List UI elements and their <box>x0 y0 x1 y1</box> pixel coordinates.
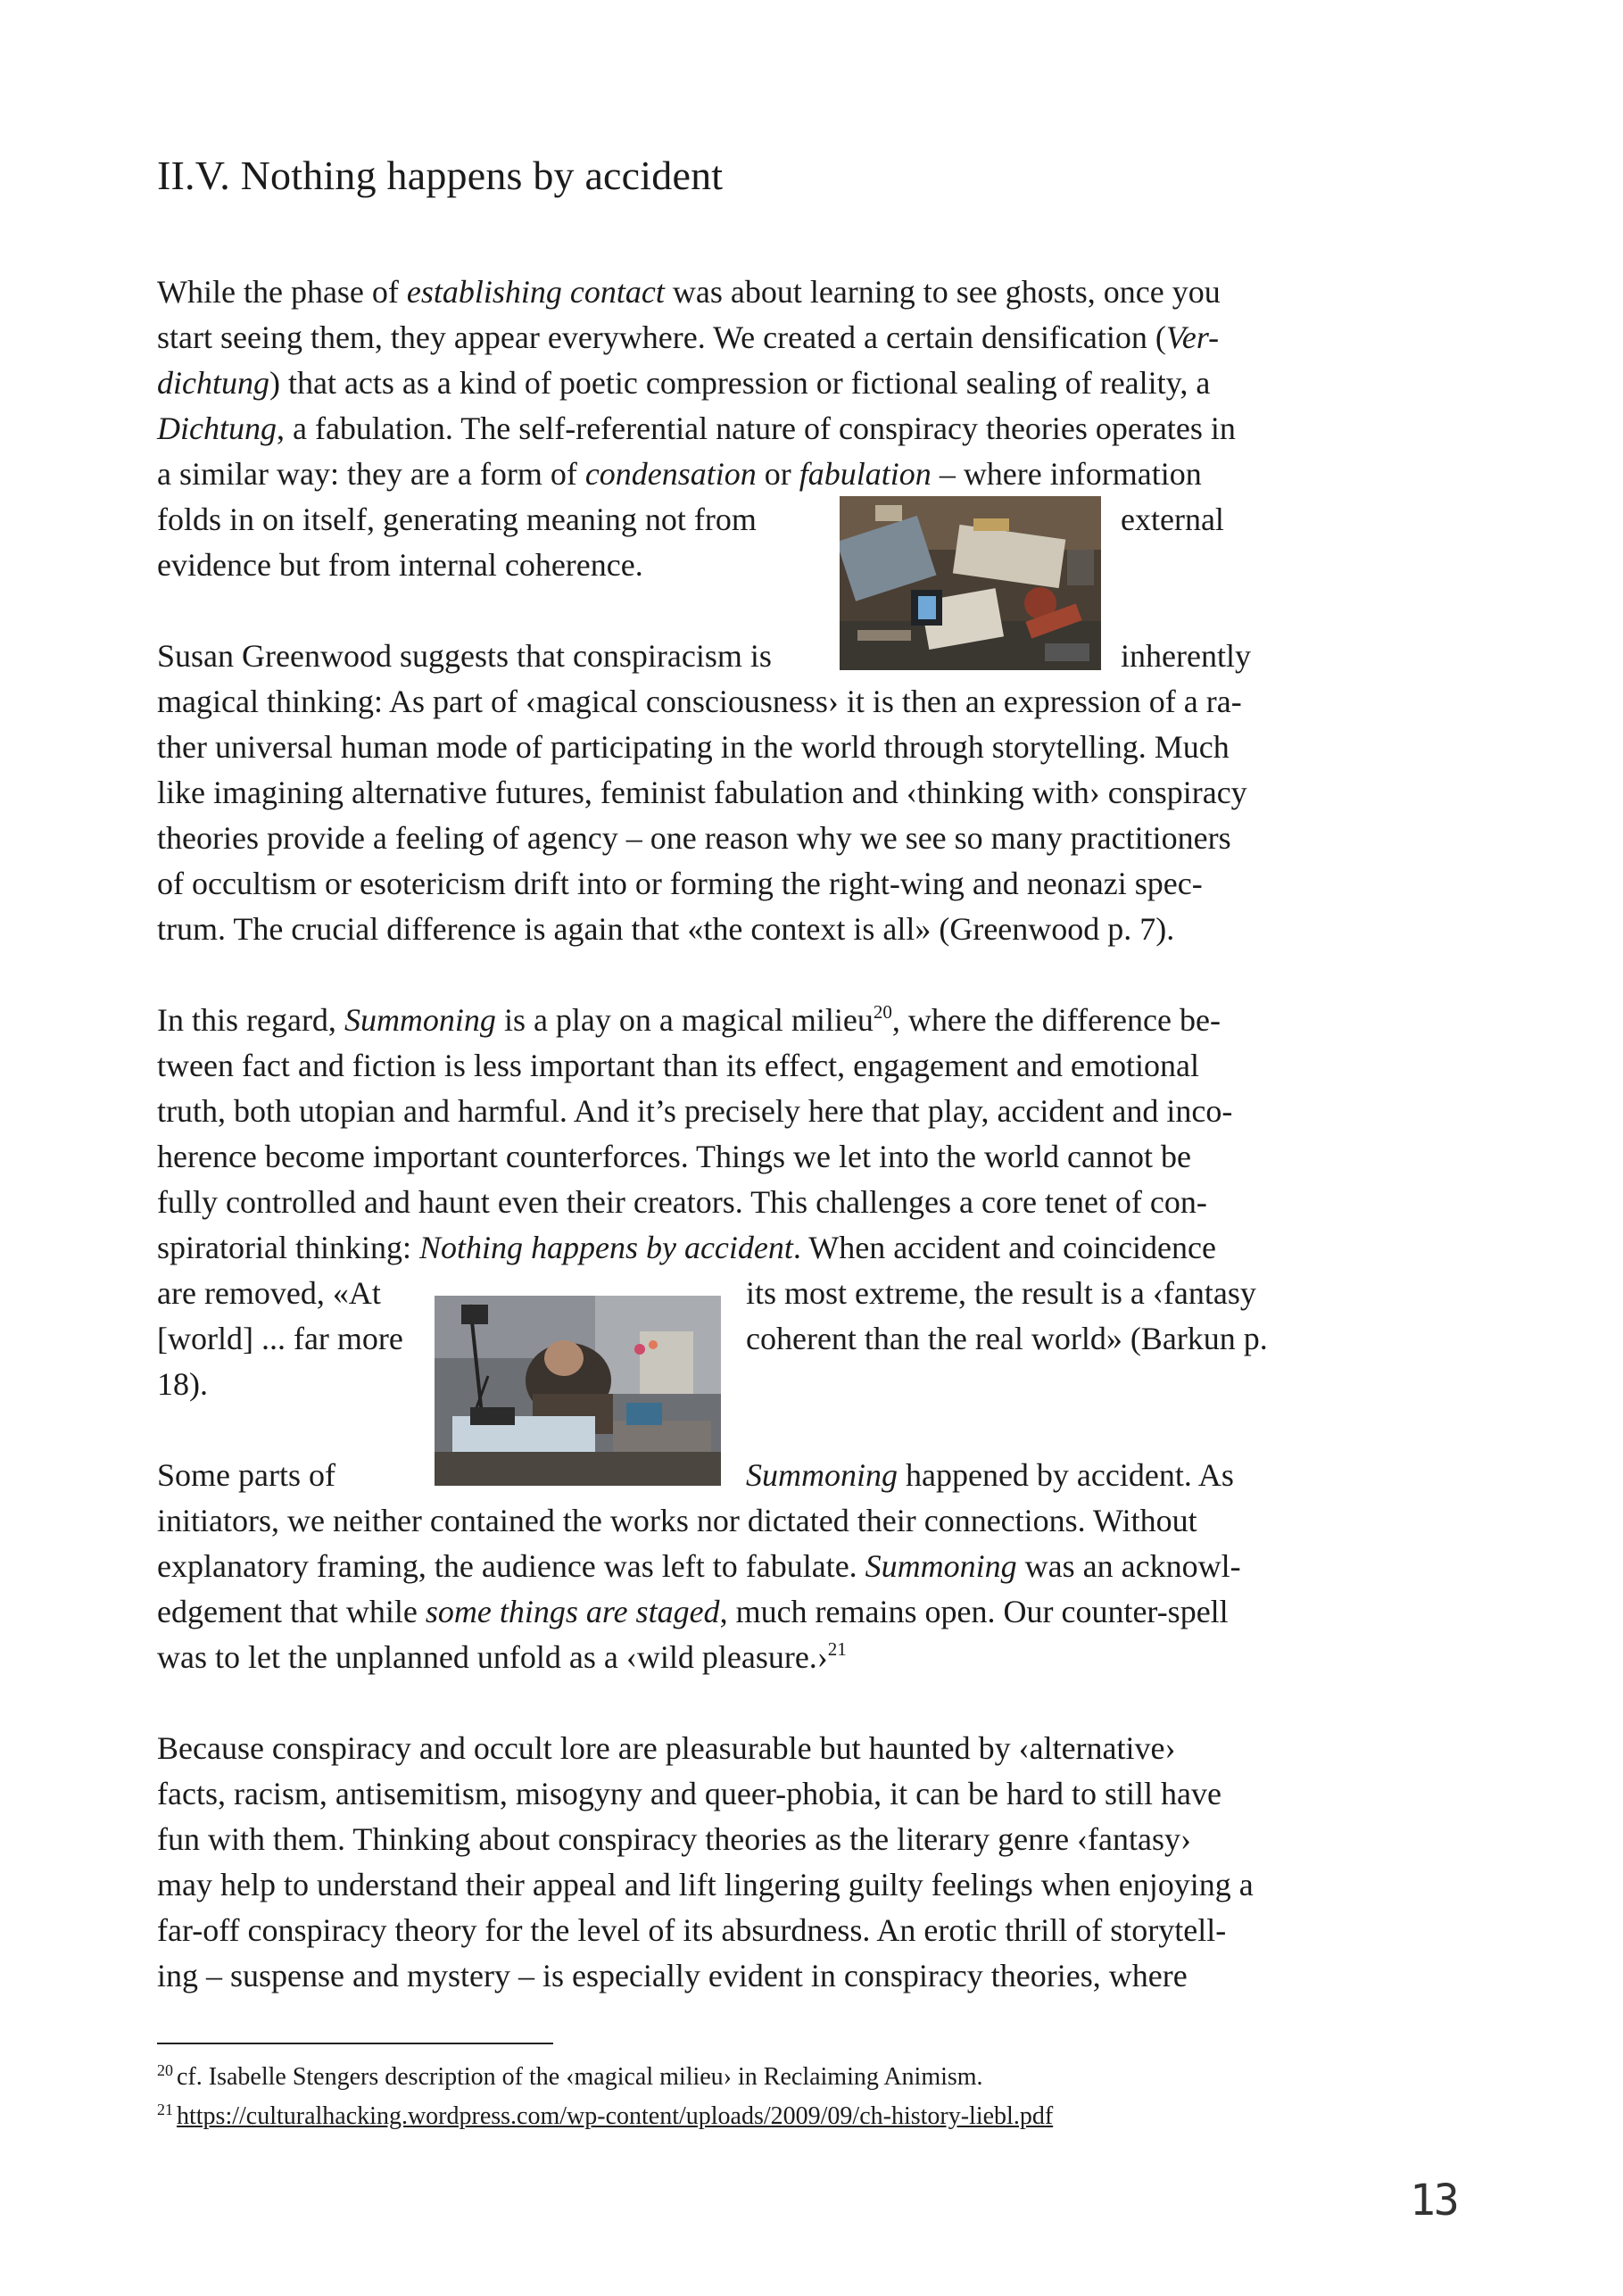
text-line: external <box>1121 501 1224 537</box>
text-line: ing – suspense and mystery – is especially evident in conspiracy theories, where <box>157 1958 1188 1993</box>
text-line: are removed, «At <box>157 1275 381 1311</box>
text-line: folds in on itself, generating meaning not from <box>157 501 757 537</box>
text-line: dichtung) that acts as a kind of poetic compression or fictional sealing of reality, a <box>157 365 1211 401</box>
text-line: far-off conspiracy theory for the level of its absurdness. An erotic thrill of storytell- <box>157 1912 1227 1948</box>
text-line: may help to understand their appeal and lift lingering guilty feelings when enjoying a <box>157 1867 1254 1902</box>
footnote-link[interactable]: https://culturalhacking.wordpress.com/wp-content/uploads/2009/09/ch-history-liebl.pdf <box>177 2102 1054 2130</box>
text-line: Summoning happened by accident. As <box>746 1457 1234 1493</box>
text-line: Dichtung, a fabulation. The self-referential nature of conspiracy theories operates in <box>157 410 1236 446</box>
text-line: spiratorial thinking: Nothing happens by accident. When accident and coincidence <box>157 1230 1216 1265</box>
text-line: facts, racism, antisemitism, misogyny and queer-phobia, it can be hard to still have <box>157 1776 1221 1811</box>
text-line: start seeing them, they appear everywhere. We created a certain densification (Ver- <box>157 319 1220 355</box>
text-line: evidence but from internal coherence. <box>157 547 643 583</box>
text-line: inherently <box>1121 638 1251 674</box>
text-line: ther universal human mode of participating in the world through storytelling. Much <box>157 729 1230 765</box>
text-line: herence become important counterforces. Things we let into the world cannot be <box>157 1139 1191 1174</box>
footnote-ref: 20 <box>873 1001 892 1023</box>
text-line: of occultism or esotericism drift into or forming the right-wing and neonazi spec- <box>157 866 1203 901</box>
text-line: like imagining alternative futures, feminist fabulation and ‹thinking with› conspiracy <box>157 775 1247 810</box>
text-line: [world] ... far more <box>157 1321 403 1356</box>
text-line: truth, both utopian and harmful. And it’s precisely here that play, accident and inco- <box>157 1093 1233 1129</box>
footnote-20: $^{20}$ cf. Isabelle Stengers description of the ‹magical milieu› in Reclaiming Animism. <box>157 2061 983 2091</box>
text-line: edgement that while some things are staged, much remains open. Our counter-spell <box>157 1594 1229 1629</box>
text-line: fun with them. Thinking about conspiracy theories as the literary genre ‹fantasy› <box>157 1821 1191 1857</box>
text-line: tween fact and fiction is less important than its effect, engagement and emotional <box>157 1048 1199 1083</box>
text-line: a similar way: they are a form of condensation or fabulation – where information <box>157 456 1202 492</box>
page-number: 13 <box>1410 2176 1458 2226</box>
text-line: Susan Greenwood suggests that conspiracism is <box>157 638 772 674</box>
footnote-21: $^{21}$ https://culturalhacking.wordpress.com/wp-content/uploads/2009/09/ch-history-liebl.pdf <box>157 2101 1054 2130</box>
text-line: Because conspiracy and occult lore are pleasurable but haunted by ‹alternative› <box>157 1730 1176 1766</box>
section-heading: II.V. Nothing happens by accident <box>157 153 724 198</box>
workspace-table-photo <box>840 496 1101 670</box>
performer-photo <box>435 1296 721 1486</box>
text-line: its most extreme, the result is a ‹fantasy <box>746 1275 1256 1311</box>
text-line: Some parts of <box>157 1457 335 1493</box>
text-line: 18). <box>157 1366 208 1402</box>
text-line: initiators, we neither contained the works nor dictated their connections. Without <box>157 1503 1197 1538</box>
text-line: magical thinking: As part of ‹magical consciousness› it is then an expression of a ra- <box>157 684 1242 719</box>
text-line: fully controlled and haunt even their creators. This challenges a core tenet of con- <box>157 1184 1207 1220</box>
text-line: was to let the unplanned unfold as a ‹wild pleasure.›$^{21}$ <box>157 1638 847 1675</box>
text-line: In this regard, Summoning is a play on a magical milieu$^{20}$, where the difference be- <box>157 1001 1221 1038</box>
footnote-ref: 21 <box>827 1638 847 1660</box>
footnote-divider <box>157 2043 553 2044</box>
text-line: theories provide a feeling of agency – one reason why we see so many practitioners <box>157 820 1231 856</box>
text-line: trum. The crucial difference is again that «the context is all» (Greenwood p. 7). <box>157 911 1175 947</box>
text-line: While the phase of establishing contact was about learning to see ghosts, once you <box>157 274 1221 310</box>
text-line: explanatory framing, the audience was left to fabulate. Summoning was an acknowl- <box>157 1548 1241 1584</box>
text-line: coherent than the real world» (Barkun p. <box>746 1321 1268 1356</box>
